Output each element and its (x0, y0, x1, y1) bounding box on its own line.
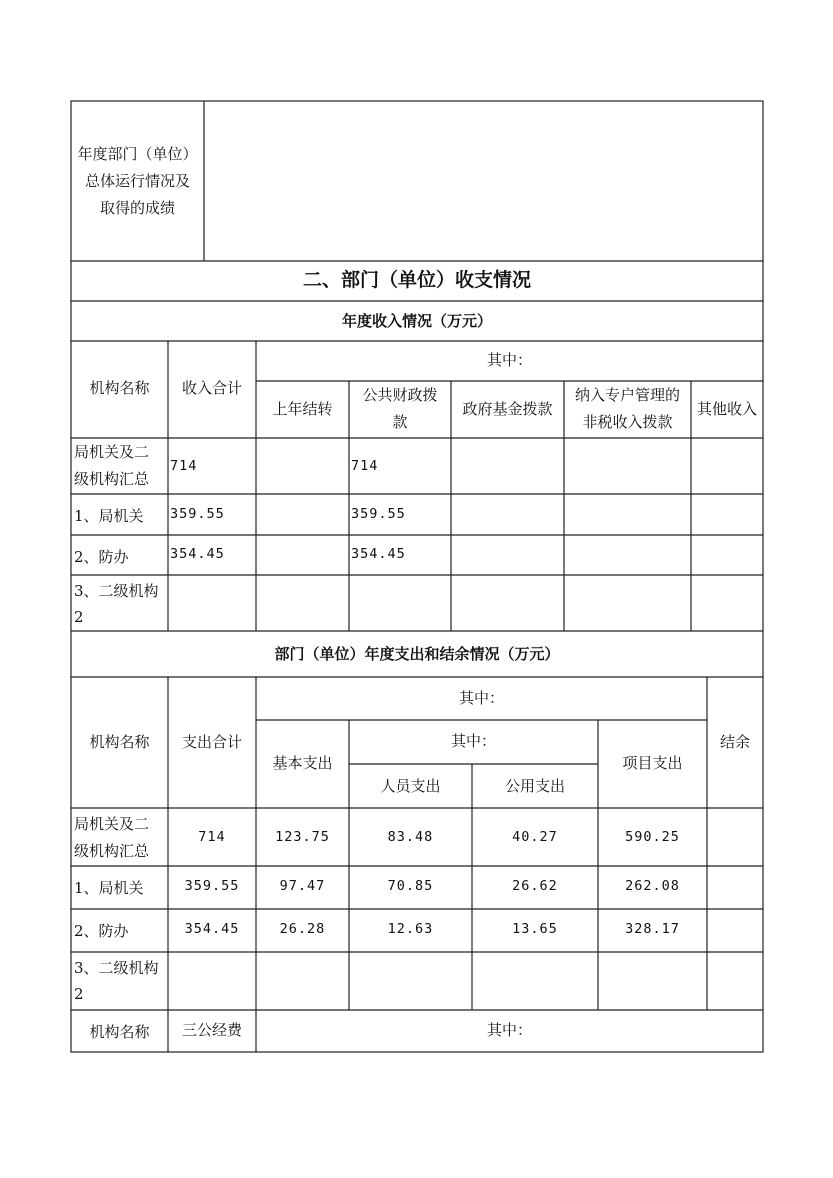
income-header-of-which: 其中： (486, 351, 532, 369)
expense-header-org: 机构名称 (89, 733, 150, 751)
intro-label-line1: 年度部门（单位） (77, 145, 198, 163)
income-row-public: 714 (351, 458, 379, 474)
income-header-carryover: 上年结转 (272, 400, 333, 418)
expense-row-project: 328.17 (625, 921, 680, 937)
income-header-org: 机构名称 (89, 379, 150, 397)
three-public-org: 机构名称 (89, 1023, 150, 1041)
expense-row-name-line2: 级机构汇总 (74, 842, 150, 860)
income-header-public-finance-l1: 公共财政拨 (362, 386, 438, 404)
expense-row-public-use: 40.27 (512, 829, 558, 845)
expense-header-total: 支出合计 (181, 733, 242, 751)
expense-row-public-use: 26.62 (512, 878, 558, 894)
three-public-of-which: 其中： (486, 1021, 532, 1039)
expense-row-name: 3、二级机构 (74, 959, 159, 977)
expense-row-project: 262.08 (625, 878, 680, 894)
expense-header-of-which-inner: 其中： (450, 732, 496, 750)
income-header-gov-fund: 政府基金拨款 (462, 400, 553, 418)
expense-row-total: 354.45 (184, 921, 240, 937)
income-header-nontax-l1: 纳入专户管理的 (574, 386, 680, 404)
expense-row-name-line2: 2 (74, 985, 84, 1003)
income-row-public: 354.45 (351, 546, 406, 562)
expense-row-name: 2、防办 (74, 922, 129, 940)
income-row-name: 2、防办 (74, 548, 129, 566)
income-row-total: 359.55 (170, 506, 225, 522)
three-public-label: 三公经费 (181, 1021, 242, 1039)
expense-row-public-use: 13.65 (512, 921, 558, 937)
expense-row-basic: 123.75 (275, 829, 330, 845)
income-header-public-finance-l2: 款 (392, 413, 408, 431)
income-header-other: 其他收入 (696, 400, 757, 418)
income-table-title: 年度收入情况（万元） (341, 312, 492, 330)
income-row-total: 714 (170, 458, 198, 474)
expense-header-personnel: 人员支出 (380, 777, 441, 795)
expense-table-title: 部门（单位）年度支出和结余情况（万元） (274, 645, 560, 663)
income-header-nontax-l2: 非税收入拨款 (582, 413, 673, 431)
expense-header-basic: 基本支出 (272, 754, 333, 772)
income-row-public: 359.55 (351, 506, 406, 522)
expense-row-name: 局机关及二 (74, 815, 150, 833)
income-header-total: 收入合计 (181, 379, 242, 397)
expense-row-total: 714 (198, 829, 226, 845)
income-row-total: 354.45 (170, 546, 225, 562)
expense-header-balance: 结余 (719, 733, 750, 751)
expense-header-project: 项目支出 (622, 754, 683, 772)
expense-row-project: 590.25 (625, 829, 680, 845)
expense-header-public-use: 公用支出 (504, 777, 565, 795)
expense-row-basic: 26.28 (279, 921, 326, 937)
section-title: 二、部门（单位）收支情况 (302, 269, 531, 291)
income-row-name: 局机关及二 (74, 443, 150, 461)
expense-row-personnel: 12.63 (387, 921, 434, 937)
expense-row-personnel: 70.85 (387, 878, 434, 894)
intro-label-line2: 总体运行情况及 (84, 172, 190, 190)
income-row-name-line2: 2 (74, 608, 84, 626)
expense-header-of-which: 其中： (458, 689, 504, 707)
expense-row-personnel: 83.48 (387, 829, 434, 845)
expense-row-name: 1、局机关 (74, 879, 144, 897)
income-row-name: 3、二级机构 (74, 582, 159, 600)
intro-label-line3: 取得的成绩 (99, 199, 175, 217)
income-row-name: 1、局机关 (74, 507, 144, 525)
expense-row-basic: 97.47 (279, 878, 326, 894)
expense-row-total: 359.55 (184, 878, 240, 894)
income-row-name-line2: 级机构汇总 (74, 470, 150, 488)
